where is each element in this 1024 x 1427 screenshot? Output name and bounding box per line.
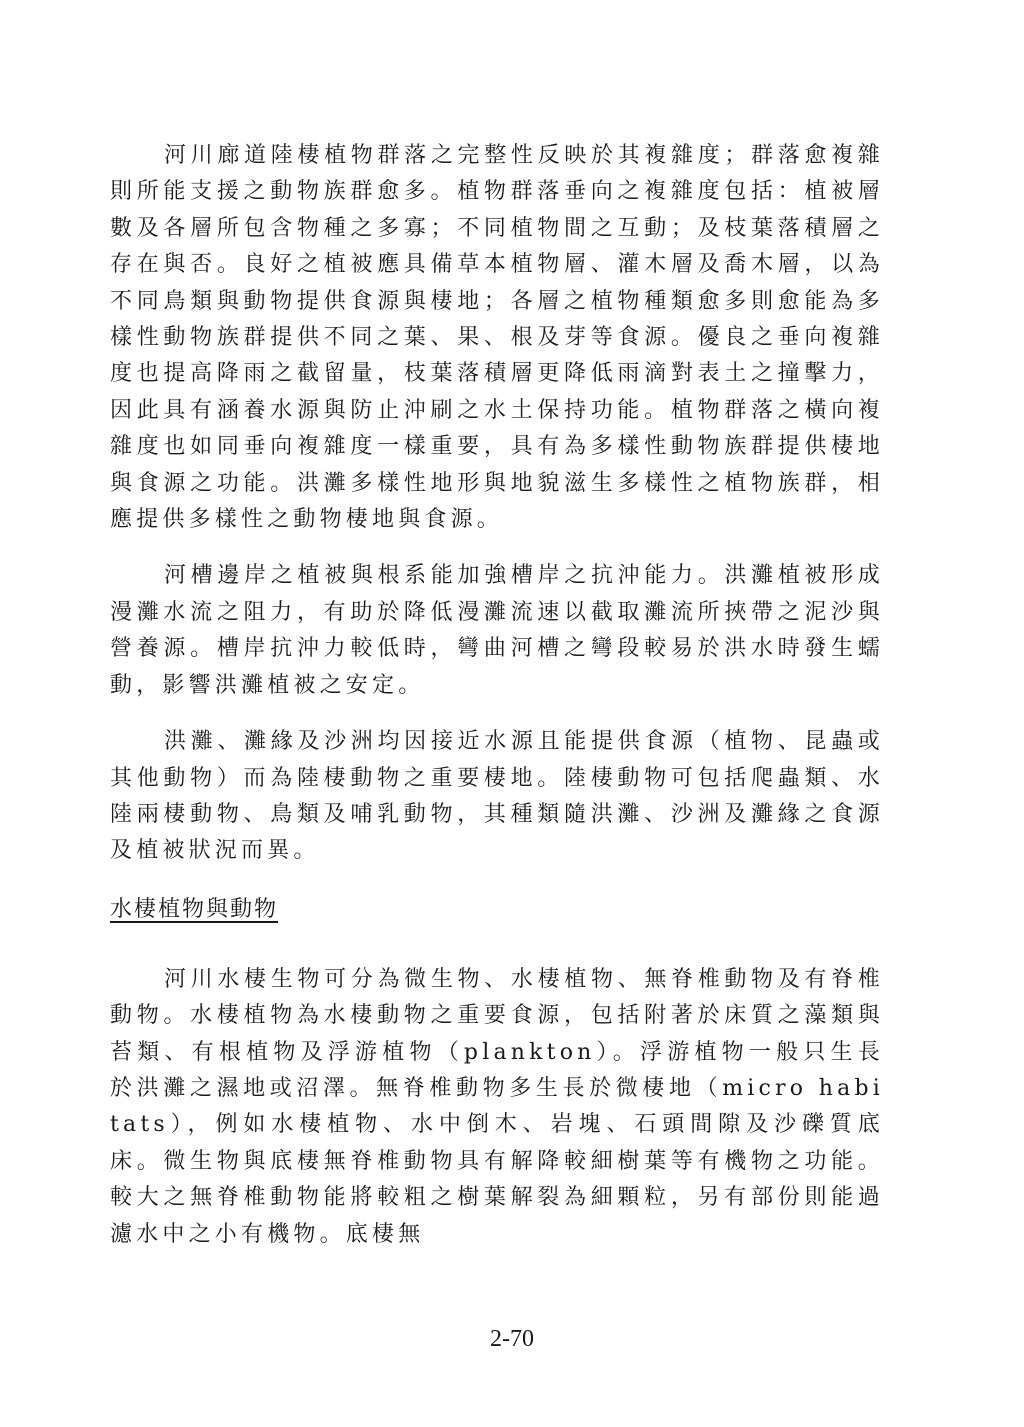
paragraph-terrestrial-animals: 洪灘、灘緣及沙洲均因接近水源且能提供食源（植物、昆蟲或其他動物）而為陸棲動物之重要棲地。陸棲動物可包括爬蟲類、水陸兩棲動物、鳥類及哺乳動物，其種類隨洪灘、沙洲及灘緣之食源及植被狀況而異。 [110,729,884,864]
paragraph-terrestrial-vegetation: 河川廊道陸棲植物群落之完整性反映於其複雜度；群落愈複雜則所能支援之動物族群愈多。植物群落垂向之複雜度包括：植被層數及各層所包含物種之多寡；不同植物間之互動；及枝葉落積層之存在與否。良好之植被應具備草本植物層、灌木層及喬木層，以為不同鳥類與動物提供食源與棲地；各層之植物種類愈多則愈能為多樣性動物族群提供不同之葉、果、根及芽等食源。優良之垂向複雜度也提高降雨之截留量，枝葉落積層更降低雨滴對表土之撞擊力，因此具有涵養水源與防止沖刷之水土保持功能。植物群落之橫向複雜度也如同垂向複雜度一樣重要，具有為多樣性動物族群提供棲地與食源之功能。洪灘多樣性地形與地貌滋生多樣性之植物族群，相應提供多樣性之動物棲地與食源。 [110,143,884,533]
page-body [110,138,884,1253]
section-heading: 水棲植物與動物 [110,896,279,922]
page-number: 2-70 [490,1326,534,1352]
paragraph-bank-vegetation: 河槽邊岸之植被與根系能加強槽岸之抗沖能力。洪灘植被形成漫灘水流之阻力，有助於降低漫灘流速以截取灘流所挾帶之泥沙與營養源。槽岸抗沖力較低時，彎曲河槽之彎段較易於洪水時發生蠕動，影響洪灘植被之安定。 [110,563,884,698]
paragraph-aquatic-organisms: 河川水棲生物可分為微生物、水棲植物、無脊椎動物及有脊椎動物。水棲植物為水棲動物之重要食源，包括附著於床質之藻類與苔類、有根植物及浮游植物（plankton）。浮游植物一般只生長於洪灘之濕地或沼澤。無脊椎動物多生長於微棲地（micro habitats），例如水棲植物、水中倒木、岩塊、石頭間隙及沙礫質底床。微生物與底棲無脊椎動物具有解降較細樹葉等有機物之功能。較大之無脊椎動物能將較粗之樹葉解裂為細顆粒，另有部份則能過濾水中之小有機物。底棲無 [110,966,884,1247]
